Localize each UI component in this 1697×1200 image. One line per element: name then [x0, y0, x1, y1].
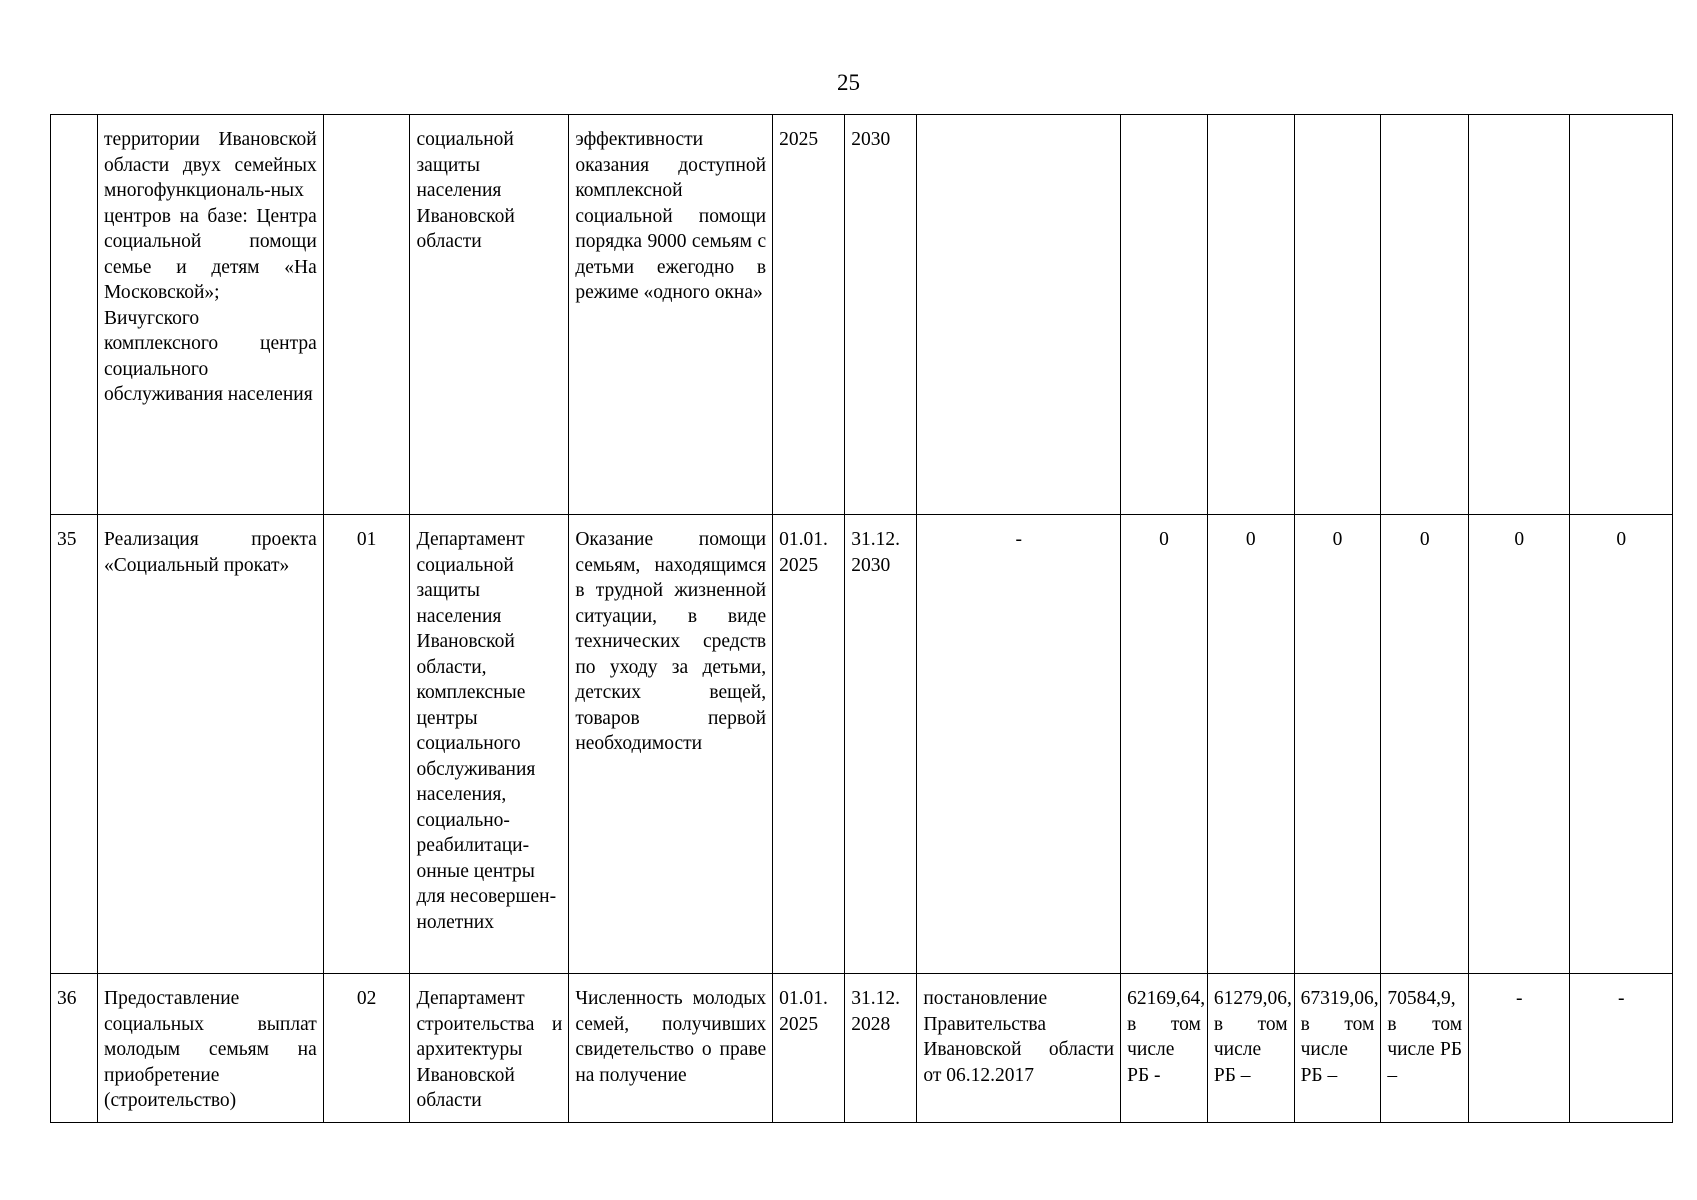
legal-basis-cell: -: [917, 515, 1121, 974]
table-row: [51, 974, 1673, 1123]
funding-year-2-cell: [1207, 115, 1294, 515]
result-cell: эффективности оказания доступной комплексной социальной помощи порядка 9000 семьям с детьми ежегодно в режиме «одного окна»: [569, 115, 773, 515]
end-date-cell: 31.12. 2030: [845, 515, 917, 974]
code-cell: 01: [323, 515, 410, 974]
activity-name-cell: территории Ивановской области двух семейных многофункциональ-ных центров на базе: Центра социальной помощи семье и детям «На Московской»; Вичугского комплексного центра социального обслуживания населения: [98, 115, 324, 515]
page-number: 25: [837, 70, 860, 95]
funding-year-3-cell: 0: [1294, 515, 1381, 974]
executor-cell: социальной защиты населения Ивановской области: [410, 115, 569, 515]
row-number-cell: 35: [51, 515, 98, 974]
result-cell: Численность молодых семей, получивших свидетельство о праве на получение: [569, 974, 773, 1123]
executor-cell: Департамент социальной защиты населения Ивановской области, комплексные центры социального обслуживания населения, социально-реабилитаци-онные центры для несовершен-нолетних: [410, 515, 569, 974]
funding-year-2-cell: 61279,06, в том числе РБ –: [1207, 974, 1294, 1123]
code-cell: [323, 115, 410, 515]
funding-year-5-cell: 0: [1469, 515, 1570, 974]
funding-year-3-cell: 67319,06, в том числе РБ –: [1294, 974, 1381, 1123]
code-cell: 02: [323, 974, 410, 1123]
activity-name-cell: Предоставление социальных выплат молодым семьям на приобретение (строительство): [98, 974, 324, 1123]
activity-name-cell: Реализация проекта «Социальный прокат»: [98, 515, 324, 974]
funding-year-2-cell: 0: [1207, 515, 1294, 974]
table-row: [51, 115, 1673, 515]
funding-year-5-cell: -: [1469, 974, 1570, 1123]
funding-year-6-cell: -: [1570, 974, 1673, 1123]
funding-year-6-cell: [1570, 115, 1673, 515]
funding-year-1-cell: 62169,64, в том числе РБ -: [1121, 974, 1208, 1123]
funding-year-6-cell: 0: [1570, 515, 1673, 974]
funding-year-4-cell: [1381, 115, 1469, 515]
row-number-cell: 36: [51, 974, 98, 1123]
start-date-cell: 01.01. 2025: [773, 974, 845, 1123]
program-activities-table: [50, 114, 1673, 1123]
funding-year-3-cell: [1294, 115, 1381, 515]
end-date-cell: 31.12. 2028: [845, 974, 917, 1123]
end-date-cell: 2030: [845, 115, 917, 515]
funding-year-4-cell: 70584,9, в том числе РБ –: [1381, 974, 1469, 1123]
row-number-cell: [51, 115, 98, 515]
legal-basis-cell: [917, 115, 1121, 515]
legal-basis-cell: постановление Правительства Ивановской области от 06.12.2017: [917, 974, 1121, 1123]
funding-year-1-cell: [1121, 115, 1208, 515]
start-date-cell: 2025: [773, 115, 845, 515]
funding-year-4-cell: 0: [1381, 515, 1469, 974]
start-date-cell: 01.01. 2025: [773, 515, 845, 974]
funding-year-5-cell: [1469, 115, 1570, 515]
table-row: [51, 515, 1673, 974]
executor-cell: Департамент строительства и архитектуры Ивановской области: [410, 974, 569, 1123]
result-cell: Оказание помощи семьям, находящимся в трудной жизненной ситуации, в виде технических средств по уходу за детьми, детских вещей, товаров первой необходимости: [569, 515, 773, 974]
funding-year-1-cell: 0: [1121, 515, 1208, 974]
